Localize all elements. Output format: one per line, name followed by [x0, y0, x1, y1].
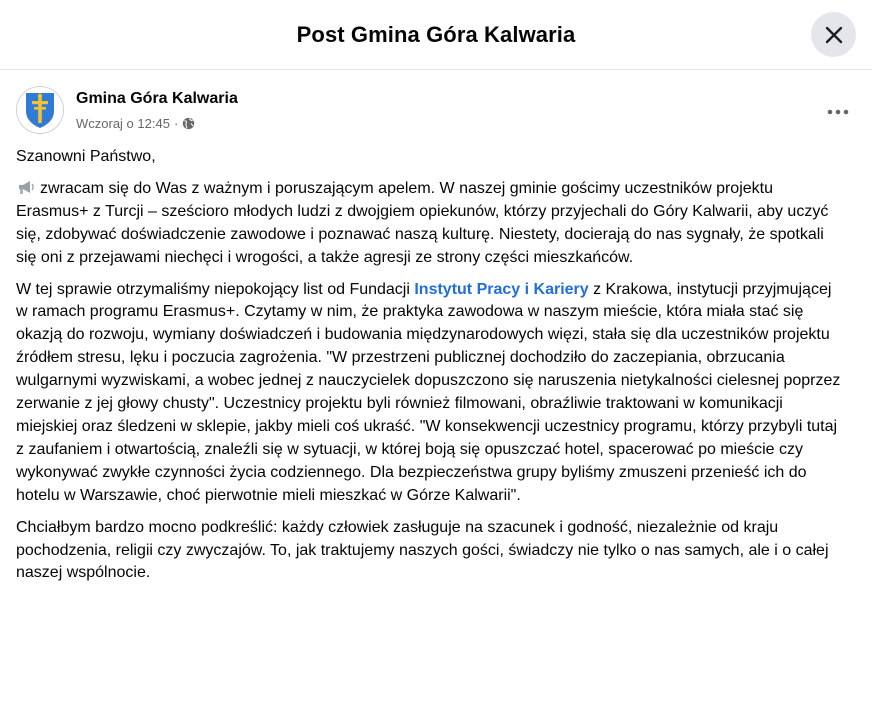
coat-of-arms-icon	[17, 87, 63, 133]
author-name[interactable]: Gmina Góra Kalwaria	[76, 90, 238, 107]
post-header	[16, 84, 856, 140]
post-paragraph-2	[16, 279, 842, 508]
post-paragraph-3: Chciałbym bardzo mocno podkreślić: każdy człowiek zasługuje na szacunek i godność, niezależnie od kraju pochodzenia, religii czy zwyczajów. To, jak traktujemy naszych gości, świadczy nie tylko o nas samych, ale i o całej naszej wspólnocie.	[16, 518, 829, 582]
post-greeting: Szanowni Państwo,	[16, 148, 156, 165]
more-options-button[interactable]	[820, 94, 856, 130]
paragraph-2-text-end: z Krakowa, instytucji przyjmującej w ramach programu Erasmus+. Czytamy w nim, że praktyka zawodowa w naszym mieście, która miała stać się okazją do rozwoju, wymiany doświadczeń i budowania międzynarodowych więzi, stała się dla uczestników projektu źródłem stresu, lęku i poczucia zagrożenia. "W przestrzeni publicznej dochodziło do zaczepiania, obrzucania wulgarnymi wyzwiskami, a wobec jednej z nauczycielek dopuszczono się naruszenia nietykalności cielesnej poprzez zerwanie z jej głowy chusty". Uczestnicy projektu byli również filmowani, obraźliwie traktowani w komunikacji miejskiej oraz śledzeni w sklepie, jakby mieli coś ukraść. "W konsekwencji uczestnicy programu, którzy przybyli tutaj z zaufaniem i otwartością, znaleźli się w sytuacji, w której boją się opuszczać hotel, spacerować po mieście czy wykonywać zwykłe czynności życia codziennego. Dla bezpieczeństwa grupy byliśmy zmuszeni przenieść ich do hotelu w Warszawie, choć pierwotnie mieli mieszkać w Górze Kalwarii".	[16, 280, 841, 504]
post-paragraph-1	[16, 178, 842, 270]
post-content	[16, 146, 842, 594]
foundation-link[interactable]: Instytut Pracy i Kariery	[414, 280, 589, 298]
megaphone-icon	[16, 179, 36, 195]
post-timestamp[interactable]: Wczoraj o 12:45	[76, 116, 170, 131]
avatar[interactable]	[16, 86, 64, 134]
dialog-title: Post Gmina Góra Kalwaria	[296, 21, 576, 47]
paragraph-1-text: zwracam się do Was z ważnym i poruszającym apelem. W naszej gminie gościmy uczestników projektu Erasmus+ z Turcji – sześcioro młodych ludzi z dwojgiem opiekunów, którzy przyjechali do Góry Kalwarii, aby uczyć się, zdobywać doświadczenie zawodowe i poznawać naszą kulturę. Niestety, docierają do nas sygnały, że spotkali się oni z przejawami niechęci i wrogości, a także agresji ze strony części mieszkańców.	[16, 179, 829, 266]
post-meta	[76, 116, 195, 131]
paragraph-2-text-start: W tej sprawie otrzymaliśmy niepokojący list od Fundacji	[16, 280, 415, 298]
close-button[interactable]	[811, 12, 856, 57]
meta-separator: ·	[173, 116, 179, 131]
close-icon	[824, 25, 844, 45]
dialog-header	[0, 0, 872, 70]
globe-icon	[182, 117, 195, 130]
more-options-icon	[826, 108, 850, 116]
